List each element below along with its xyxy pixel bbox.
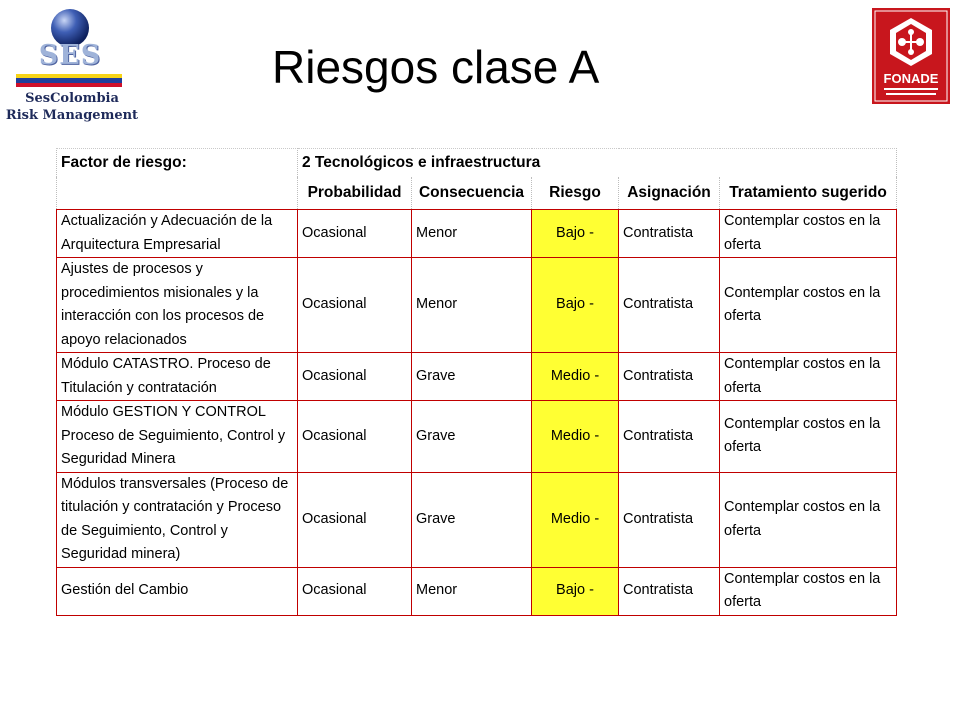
col-header-probabilidad: Probabilidad (298, 177, 412, 210)
cell-consecuencia: Grave (412, 472, 532, 567)
col-header-asignacion: Asignación (619, 177, 720, 210)
cell-factor: Módulo CATASTRO. Proceso de Titulación y contratación (57, 353, 298, 401)
factor-value: 2 Tecnológicos e infraestructura (298, 149, 897, 178)
cell-factor: Ajustes de procesos y procedimientos misionales y la interacción con los procesos de apoyo relacionados (57, 258, 298, 353)
factor-header-row (57, 149, 897, 178)
cell-riesgo: Medio - (532, 401, 619, 473)
factor-label: Factor de riesgo: (57, 149, 298, 178)
cell-tratamiento: Contemplar costos en la oferta (720, 472, 897, 567)
cell-tratamiento: Contemplar costos en la oferta (720, 258, 897, 353)
logo-company-name: SesColombia (25, 91, 119, 106)
cell-tratamiento: Contemplar costos en la oferta (720, 210, 897, 258)
cell-factor: Gestión del Cambio (57, 567, 298, 615)
cell-asignacion: Contratista (619, 353, 720, 401)
ses-colombia-logo (4, 6, 139, 124)
table-row (57, 567, 897, 615)
cell-consecuencia: Menor (412, 567, 532, 615)
cell-probabilidad: Ocasional (298, 472, 412, 567)
cell-consecuencia: Grave (412, 353, 532, 401)
col-header-consecuencia: Consecuencia (412, 177, 532, 210)
table-row (57, 472, 897, 567)
colombia-flag-stripe (16, 74, 122, 87)
cell-factor: Módulo GESTION Y CONTROL Proceso de Seguimiento, Control y Seguridad Minera (57, 401, 298, 473)
logo-tagline: Risk Management (5, 108, 139, 123)
cell-asignacion: Contratista (619, 567, 720, 615)
cell-probabilidad: Ocasional (298, 353, 412, 401)
cell-riesgo: Medio - (532, 353, 619, 401)
col-header-riesgo: Riesgo (532, 177, 619, 210)
cell-probabilidad: Ocasional (298, 567, 412, 615)
cell-riesgo: Bajo - (532, 567, 619, 615)
table-row (57, 401, 897, 473)
cell-probabilidad: Ocasional (298, 258, 412, 353)
cell-asignacion: Contratista (619, 258, 720, 353)
cell-asignacion: Contratista (619, 472, 720, 567)
cell-tratamiento: Contemplar costos en la oferta (720, 353, 897, 401)
fonade-logo (872, 8, 950, 104)
cell-consecuencia: Grave (412, 401, 532, 473)
cell-consecuencia: Menor (412, 210, 532, 258)
col-header-tratamiento: Tratamiento sugerido (720, 177, 897, 210)
cell-probabilidad: Ocasional (298, 401, 412, 473)
ses-logo-wordmark: SES (38, 40, 102, 71)
table-row (57, 210, 897, 258)
flag-red-stripe (16, 83, 122, 87)
cell-asignacion: Contratista (619, 210, 720, 258)
table-row (57, 258, 897, 353)
fonade-logo-wordmark: FONADE (883, 71, 939, 86)
cell-tratamiento: Contemplar costos en la oferta (720, 401, 897, 473)
cell-riesgo: Bajo - (532, 258, 619, 353)
cell-consecuencia: Menor (412, 258, 532, 353)
cell-factor: Módulos transversales (Proceso de titulación y contratación y Proceso de Seguimiento, Control y Seguridad minera) (57, 472, 298, 567)
table-row (57, 353, 897, 401)
column-header-row (57, 177, 897, 210)
cell-tratamiento: Contemplar costos en la oferta (720, 567, 897, 615)
header-empty-cell (57, 177, 298, 210)
page-title: Riesgos clase A (272, 41, 600, 93)
risk-table (56, 148, 897, 616)
cell-probabilidad: Ocasional (298, 210, 412, 258)
cell-riesgo: Medio - (532, 472, 619, 567)
cell-factor: Actualización y Adecuación de la Arquitectura Empresarial (57, 210, 298, 258)
cell-riesgo: Bajo - (532, 210, 619, 258)
cell-asignacion: Contratista (619, 401, 720, 473)
